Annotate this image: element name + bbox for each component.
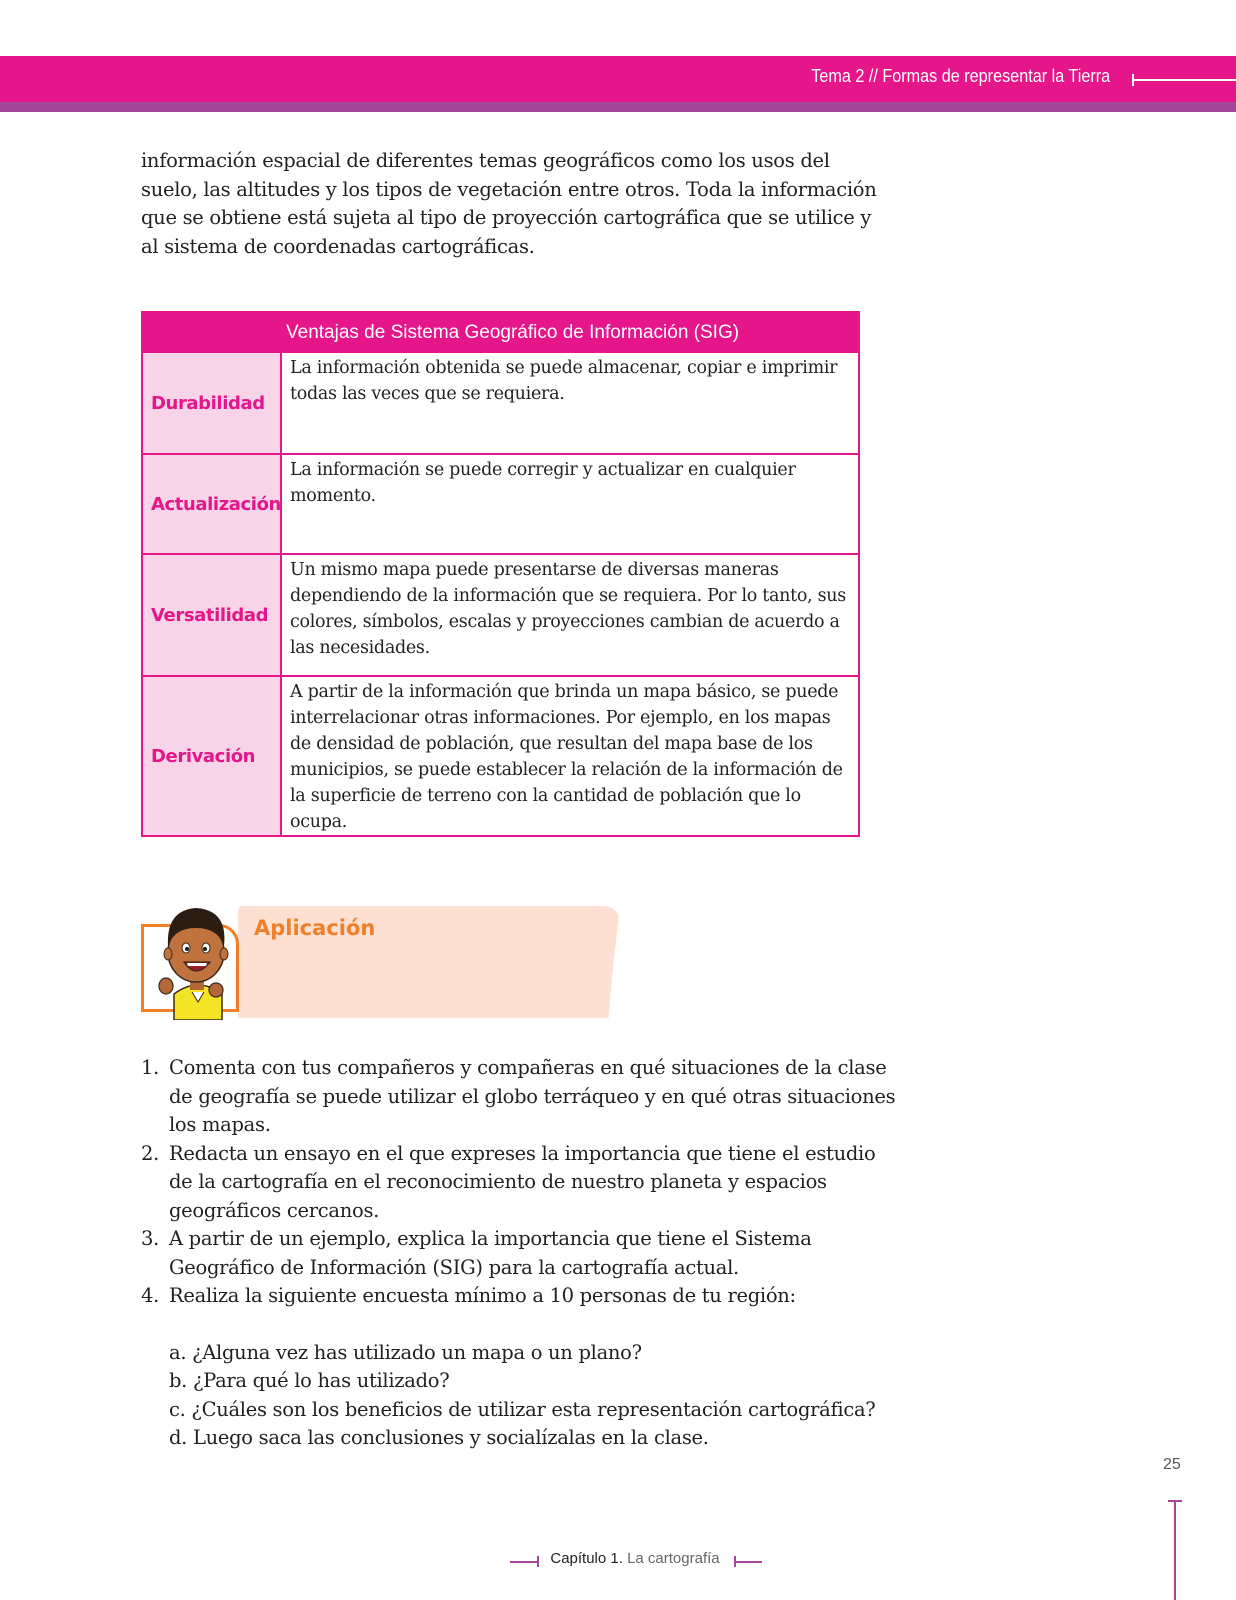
footer-chapter: Capítulo 1. — [550, 1550, 623, 1567]
row-text: La información se puede corregir y actualizar en cualquier momento. — [290, 460, 796, 506]
footer-line-right — [734, 1561, 762, 1563]
survey-list — [169, 1339, 901, 1453]
item-number: 4. — [141, 1284, 160, 1307]
header-title: Tema 2 // Formas de representar la Tierra — [811, 66, 1110, 86]
header-stripe — [0, 102, 1236, 112]
survey-item: c. ¿Cuáles son los beneficios de utilizar esta representación cartográfica? — [169, 1397, 876, 1421]
row-text: A partir de la información que brinda un mapa básico, se puede interrelacionar otras informaciones. Por ejemplo, en los mapas de densidad de población, que resultan del mapa base de los municipios, se puede establecer la relación de la información de la superficie de terreno con la cantidad de población que lo ocupa. — [290, 682, 843, 832]
table-row — [143, 453, 858, 553]
row-label: Derivación — [143, 677, 282, 835]
list-item — [141, 1140, 901, 1226]
sig-advantages-table — [141, 311, 860, 837]
footer — [510, 1550, 760, 1567]
row-text: Un mismo mapa puede presentarse de diversas maneras dependiendo de la información que se requiera. Por lo tanto, sus colores, símbolos, escalas y proyecciones cambian de acuerdo a las necesidades. — [290, 560, 846, 658]
item-text: Comenta con tus compañeros y compañeras en qué situaciones de la clase de geografía se puede utilizar el globo terráqueo y en qué otras situaciones los mapas. — [169, 1056, 896, 1136]
row-label: Versatilidad — [143, 555, 282, 675]
survey-item: a. ¿Alguna vez has utilizado un mapa o un plano? — [169, 1340, 642, 1364]
item-text: Realiza la siguiente encuesta mínimo a 10 personas de tu región: — [169, 1284, 796, 1307]
item-number: 2. — [141, 1141, 160, 1165]
application-title: Aplicación — [254, 916, 376, 940]
table-row — [143, 675, 858, 835]
list-item — [141, 1054, 901, 1140]
item-number: 3. — [141, 1227, 160, 1250]
footer-title: La cartografía — [627, 1550, 720, 1567]
page-number: 25 — [1163, 1456, 1181, 1473]
table-heading: Ventajas de Sistema Geográfico de Información (SIG) — [143, 313, 858, 353]
item-text: Redacta un ensayo en el que expreses la importancia que tiene el estudio de la cartografía en el reconocimiento de nuestro planeta y espacios geográficos cercanos. — [169, 1141, 876, 1222]
survey-item: d. Luego saca las conclusiones y socialízalas en la clase. — [169, 1426, 709, 1449]
item-number: 1. — [141, 1056, 160, 1079]
list-item — [141, 1225, 901, 1282]
student-character-icon — [156, 902, 240, 1020]
survey-item: b. ¿Para qué lo has utilizado? — [169, 1369, 450, 1392]
row-label: Actualización — [143, 455, 282, 553]
row-text: La información obtenida se puede almacenar, copiar e imprimir todas las veces que se requiera. — [290, 358, 838, 404]
intro-paragraph: información espacial de diferentes temas geográficos como los usos del suelo, las altitudes y los tipos de vegetación entre otros. Toda la información que se obtiene está sujeta al tipo de proyección cartográfica que se utilice y al sistema de coordenadas cartográficas. — [141, 149, 877, 258]
header-line — [1132, 79, 1236, 81]
table-row — [143, 353, 858, 453]
activity-list — [141, 1054, 901, 1453]
row-label: Durabilidad — [143, 353, 282, 453]
list-item — [141, 1282, 901, 1311]
item-text: A partir de un ejemplo, explica la importancia que tiene el Sistema Geográfico de Información (SIG) para la cartografía actual. — [169, 1227, 812, 1279]
side-line — [1174, 1500, 1176, 1600]
table-row — [143, 553, 858, 675]
